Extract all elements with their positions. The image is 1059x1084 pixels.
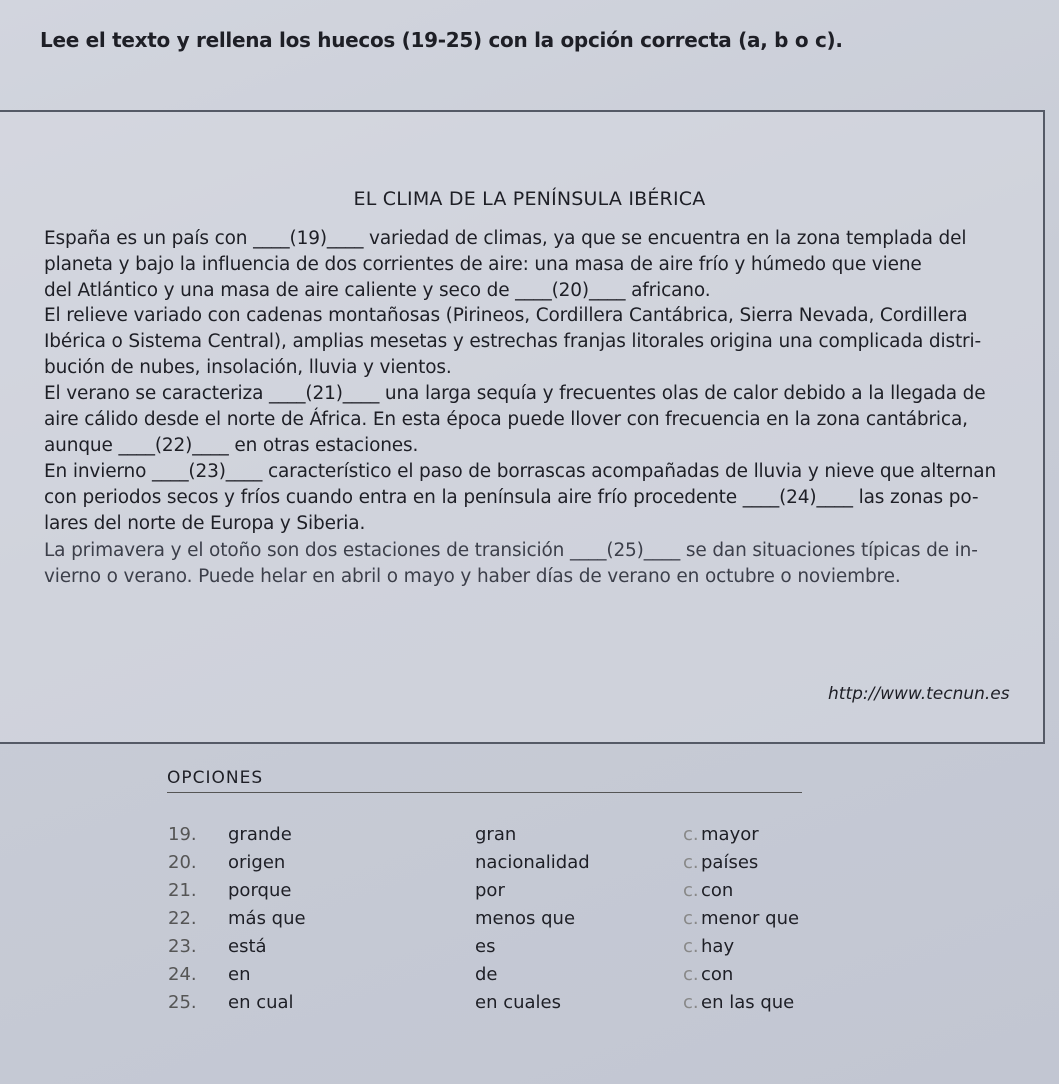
- option-b: gran: [475, 824, 517, 845]
- option-c-letter: c.: [683, 936, 699, 957]
- option-b: nacionalidad: [475, 852, 590, 873]
- option-b: es: [475, 936, 496, 957]
- option-c-letter: c.: [683, 880, 699, 901]
- option-row: [168, 852, 868, 878]
- text-line: aire cálido desde el norte de África. En esta época puede llover con frecuencia en la zona cantábrica,: [44, 409, 968, 430]
- question-number: 23.: [168, 936, 197, 957]
- option-c: con: [701, 880, 734, 901]
- text-line: con periodos secos y fríos cuando entra en la península aire frío procedente ____(24)____ las zonas po-: [44, 487, 979, 508]
- option-a: está: [228, 936, 267, 957]
- text-line: aunque ____(22)____ en otras estaciones.: [44, 435, 419, 456]
- option-b: menos que: [475, 908, 576, 929]
- instruction: Lee el texto y rellena los huecos (19-25) con la opción correcta (a, b o c).: [40, 28, 843, 52]
- option-row: [168, 936, 868, 962]
- question-number: 22.: [168, 908, 197, 929]
- text-line: El relieve variado con cadenas montañosas (Pirineos, Cordillera Cantábrica, Sierra Nevada, Cordillera: [44, 305, 968, 326]
- text-line: vierno o verano. Puede helar en abril o mayo y haber días de verano en octubre o noviembre.: [44, 566, 901, 587]
- options-heading: OPCIONES: [167, 768, 264, 788]
- question-number: 24.: [168, 964, 197, 985]
- question-number: 25.: [168, 992, 197, 1013]
- option-row: [168, 880, 868, 906]
- text-line: La primavera y el otoño son dos estaciones de transición ____(25)____ se dan situaciones típicas de in-: [44, 540, 978, 561]
- option-c-letter: c.: [683, 908, 699, 929]
- option-a: grande: [228, 824, 292, 845]
- option-b: en cuales: [475, 992, 561, 1013]
- text-line: planeta y bajo la influencia de dos corrientes de aire: una masa de aire frío y húmedo que viene: [44, 254, 922, 275]
- option-row: [168, 992, 868, 1018]
- text-line: Ibérica o Sistema Central), amplias mesetas y estrechas franjas litorales origina una complicada distri-: [44, 331, 982, 352]
- option-a: porque: [228, 880, 292, 901]
- option-b: por: [475, 880, 505, 901]
- question-number: 21.: [168, 880, 197, 901]
- source-url: http://www.tecnun.es: [828, 684, 1010, 704]
- option-c: mayor: [701, 824, 759, 845]
- text-line: bución de nubes, insolación, lluvia y vientos.: [44, 357, 452, 378]
- text-title: EL CLIMA DE LA PENÍNSULA IBÉRICA: [353, 188, 706, 210]
- option-c-letter: c.: [683, 992, 699, 1013]
- option-c: con: [701, 964, 734, 985]
- option-c: países: [701, 852, 759, 873]
- option-row: [168, 964, 868, 990]
- option-row: [168, 824, 868, 850]
- text-line: En invierno ____(23)____ característico el paso de borrascas acompañadas de lluvia y nieve que alternan: [44, 461, 997, 482]
- option-c: en las que: [701, 992, 795, 1013]
- option-c: hay: [701, 936, 735, 957]
- options-divider: [167, 792, 802, 793]
- question-number: 19.: [168, 824, 197, 845]
- option-a: en cual: [228, 992, 294, 1013]
- option-c-letter: c.: [683, 852, 699, 873]
- text-line: El verano se caracteriza ____(21)____ una larga sequía y frecuentes olas de calor debido a la llegada de: [44, 383, 986, 404]
- option-a: en: [228, 964, 251, 985]
- option-c-letter: c.: [683, 824, 699, 845]
- question-number: 20.: [168, 852, 197, 873]
- option-c-letter: c.: [683, 964, 699, 985]
- option-b: de: [475, 964, 498, 985]
- text-line: España es un país con ____(19)____ variedad de climas, ya que se encuentra en la zona templada del: [44, 228, 967, 249]
- text-line: lares del norte de Europa y Siberia.: [44, 513, 366, 534]
- option-row: [168, 908, 868, 934]
- text-line: del Atlántico y una masa de aire caliente y seco de ____(20)____ africano.: [44, 280, 711, 301]
- option-a: más que: [228, 908, 306, 929]
- option-a: origen: [228, 852, 286, 873]
- option-c: menor que: [701, 908, 800, 929]
